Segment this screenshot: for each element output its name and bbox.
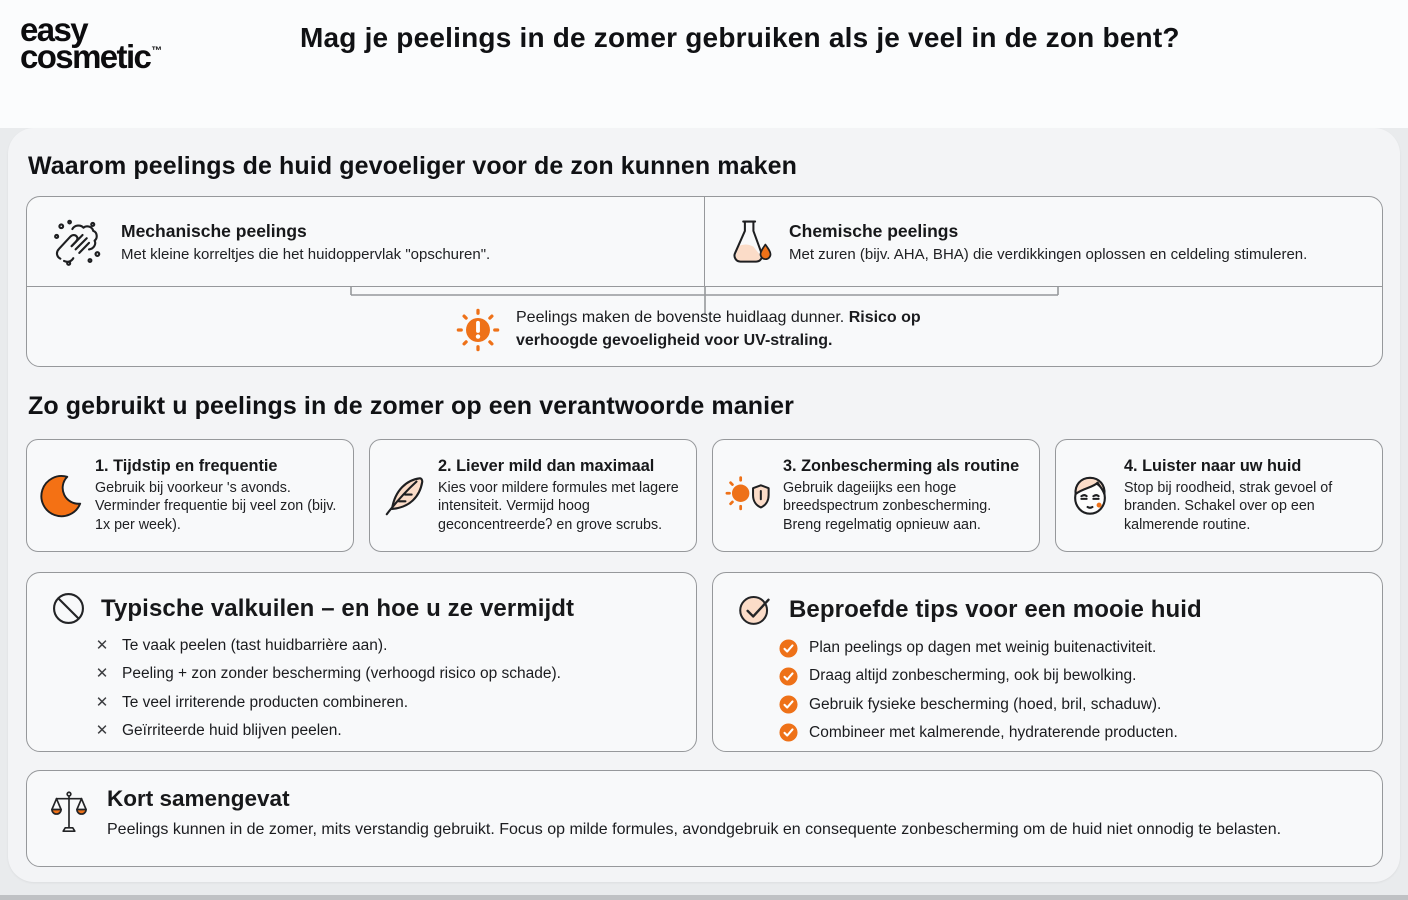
peeling-types-box <box>26 196 1383 367</box>
orange-check-icon <box>779 723 798 742</box>
pitfalls-list <box>93 636 672 741</box>
page-title: Mag je peelings in de zomer gebruiken als je veel in de zon bent? <box>300 22 1180 53</box>
card-mildness-desc: Kies voor mildere formules met lagere intensiteit. Vermijd hoog geconcentreerdeʔ en grove scrubs. <box>438 479 679 533</box>
uv-warning <box>27 293 1382 366</box>
tips-list <box>779 638 1358 743</box>
infographic-panel <box>8 128 1400 882</box>
calm-face-icon <box>1067 473 1113 519</box>
card-sunprotection-desc: Gebruik dageiijks een hoge breedspectrum zonbescherming. Breng regelmatig opnieuw aan. <box>783 479 992 533</box>
advice-cards-row <box>26 439 1383 552</box>
sun-alert-icon <box>455 307 501 353</box>
summary-box <box>26 770 1383 867</box>
tips-box <box>712 572 1383 752</box>
card-listen-skin-body <box>1124 457 1370 535</box>
tip-item-text: Draag altijd zonbescherming, ook bij bewolking. <box>809 667 1137 685</box>
brand-logo-line2: cosmetic™ <box>20 38 163 76</box>
pitfalls-box <box>26 572 697 752</box>
pitfall-item-text: Geïrriteerde huid blijven peelen. <box>122 721 342 739</box>
uv-warning-text <box>516 307 954 352</box>
tip-item <box>779 695 1358 715</box>
section-how-heading: Zo gebruikt u peelings in de zomer op een verantwoorde manier <box>28 392 794 420</box>
mechanical-peeling-cell <box>27 197 705 286</box>
prohibition-icon <box>51 591 86 626</box>
x-mark-icon: ✕ <box>95 721 109 739</box>
card-mildness <box>369 439 697 552</box>
card-sunprotection-body <box>783 457 1027 535</box>
header-bar <box>0 0 1408 128</box>
chemical-peeling-desc: Met zuren (bijv. AHA, BHA) die verdikkingen oplossen en celdeling stimuleren. <box>789 245 1308 263</box>
pitfalls-tips-row <box>26 572 1383 752</box>
trademark-symbol: ™ <box>151 45 163 58</box>
card-listen-skin-desc: Stop bij roodheid, strak gevoel of branden. Schakel over op een kalmerende routine. <box>1124 479 1333 533</box>
chemical-peeling-cell <box>705 197 1382 286</box>
card-timing <box>26 439 354 552</box>
flask-icon <box>727 217 773 267</box>
brand-logo-line1: easy <box>20 11 88 48</box>
orange-check-icon <box>779 695 798 714</box>
pitfall-item-text: Te vaak peelen (tast huidbarrière aan). <box>122 637 388 654</box>
pitfall-item <box>93 693 672 713</box>
page-bottom-edge <box>0 895 1408 900</box>
card-timing-desc: Gebruik bij voorkeur 's avonds. Verminder frequentie bij veel zon (bijv. 1x per week). <box>95 479 337 533</box>
crescent-moon-icon <box>38 473 84 519</box>
pitfall-item-text: Te veel irriterende producten combineren. <box>122 693 409 711</box>
orange-check-icon <box>779 639 798 658</box>
sun-shield-icon <box>724 474 772 518</box>
tips-title: Beproefde tips voor een mooie huid <box>789 595 1202 623</box>
summary-title: Kort samengevat <box>107 786 290 811</box>
pitfalls-header <box>51 591 672 626</box>
tip-item <box>779 723 1358 743</box>
card-mildness-body <box>438 457 684 535</box>
brand-logo <box>20 11 163 76</box>
tip-item-text: Plan peelings op dagen met weinig buitenactiviteit. <box>809 639 1157 656</box>
mechanical-peeling-title: Mechanische peelings <box>121 220 307 241</box>
card-sunprotection <box>712 439 1040 552</box>
pitfalls-title: Typische valkuilen – en hoe u ze vermijdt <box>101 594 575 622</box>
pitfall-item <box>93 721 672 741</box>
pitfall-item-text: Peeling + zon zonder bescherming (verhoogd risico op schade). <box>122 665 561 683</box>
tip-item-text: Combineer met kalmerende, hydraterende producten. <box>809 723 1178 741</box>
card-sunprotection-title: 3. Zonbescherming als routine <box>783 456 1020 475</box>
check-circle-icon <box>737 591 774 628</box>
summary-text: Peelings kunnen in de zomer, mits verstandig gebruikt. Focus op milde formules, avondgebruik en consequente zonbescherming om de huid niet onnodig te belasten. <box>107 821 1282 838</box>
x-mark-icon: ✕ <box>95 637 109 654</box>
card-timing-body <box>95 457 341 535</box>
chemical-peeling-text <box>789 221 1307 263</box>
uv-warning-normal: Peelings maken de bovenste huidlaag dunner. <box>516 308 849 326</box>
summary-body <box>107 786 1281 839</box>
x-mark-icon: ✕ <box>95 693 109 711</box>
tips-header <box>737 591 1358 628</box>
mechanical-peeling-text <box>121 221 490 263</box>
pitfall-item <box>93 664 672 684</box>
uv-warning-bold: Risico op verhoogde gevoeligheid voor UV-straling. <box>516 308 921 349</box>
scales-icon <box>49 790 89 834</box>
scrubbing-hand-icon <box>49 217 105 267</box>
mechanical-peeling-desc: Met kleine korreltjes die het huidoppervlak "opschuren". <box>121 245 491 263</box>
feather-icon <box>381 473 427 519</box>
tip-item <box>779 666 1358 686</box>
chemical-peeling-title: Chemische peelings <box>789 220 959 241</box>
card-listen-skin <box>1055 439 1383 552</box>
x-mark-icon: ✕ <box>95 665 109 683</box>
card-timing-title: 1. Tijdstip en frequentie <box>95 456 278 475</box>
section-why-heading: Waarom peelings de huid gevoeliger voor de zon kunnen maken <box>28 152 798 180</box>
peeling-types-row <box>27 197 1382 287</box>
tip-item <box>779 638 1358 658</box>
card-listen-skin-title: 4. Luister naar uw huid <box>1124 456 1302 475</box>
tip-item-text: Gebruik fysieke bescherming (hoed, bril, schaduw). <box>809 695 1162 713</box>
orange-check-icon <box>779 667 798 686</box>
card-mildness-title: 2. Liever mild dan maximaal <box>438 456 655 475</box>
pitfall-item <box>93 636 672 656</box>
